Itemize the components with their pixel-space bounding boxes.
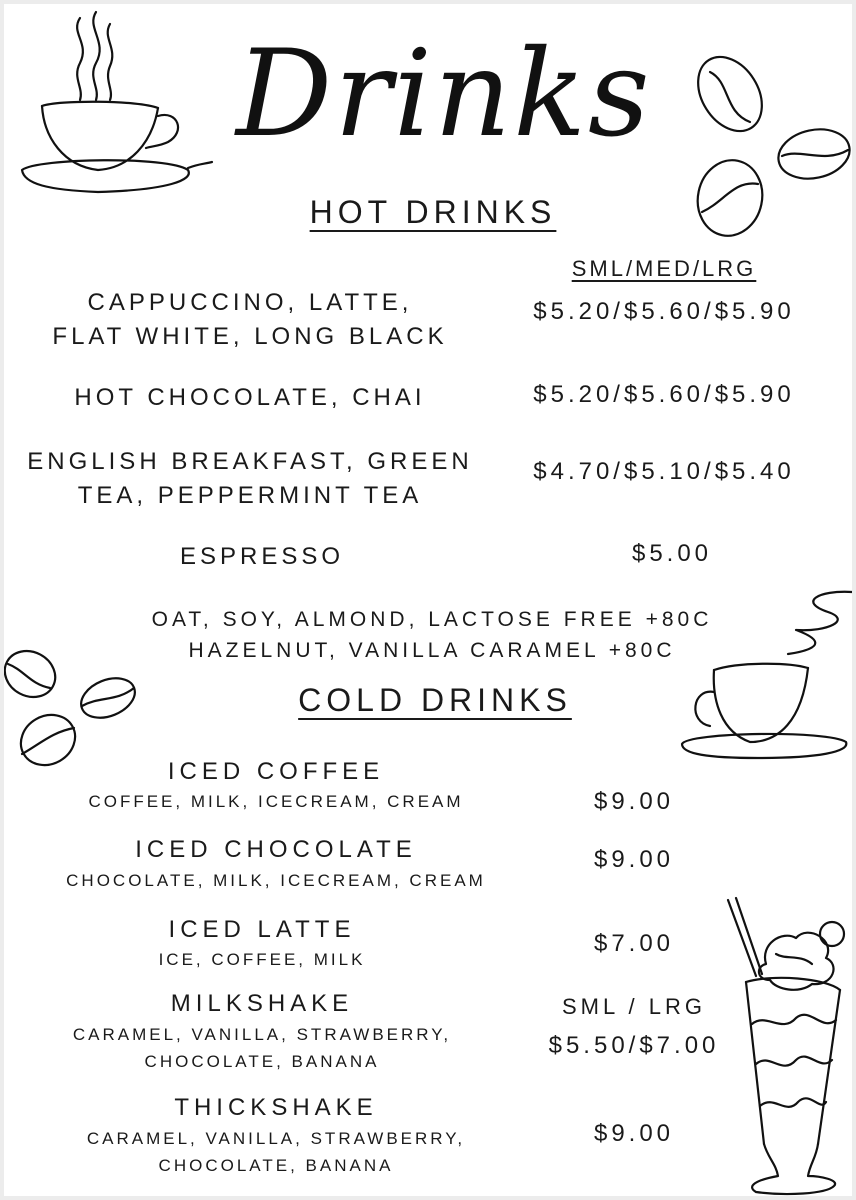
hot-drinks-heading: HOT DRINKS [309, 194, 557, 230]
steaming-coffee-cup-icon [18, 8, 248, 198]
item-name-line: TEA, PEPPERMINT TEA [77, 482, 423, 509]
item-description: CARAMEL, VANILLA, STRAWBERRY, [72, 1025, 452, 1044]
coffee-bean-icon [690, 52, 850, 242]
item-description: ICE, COFFEE, MILK [158, 950, 366, 969]
milkshake-size-header: SML / LRG [562, 994, 706, 1019]
extras-line: OAT, SOY, ALMOND, LACTOSE FREE +80C [151, 608, 713, 631]
item-name-line: HOT CHOCOLATE, CHAI [74, 384, 426, 411]
item-description: COFFEE, MILK, ICECREAM, CREAM [88, 792, 464, 811]
item-name-line: ESPRESSO [179, 543, 345, 570]
item-price: $5.50/$7.00 [548, 1032, 720, 1059]
item-description: CARAMEL, VANILLA, STRAWBERRY, [86, 1129, 466, 1148]
item-price: $5.20/$5.60/$5.90 [533, 381, 795, 408]
item-description: CHOCOLATE, BANANA [144, 1052, 380, 1071]
item-name: MILKSHAKE [170, 990, 354, 1017]
item-price: $5.20/$5.60/$5.90 [533, 298, 795, 325]
item-name: ICED LATTE [168, 916, 356, 943]
item-price: $5.00 [631, 540, 713, 567]
item-name-line: CAPPUCCINO, LATTE, [87, 289, 413, 316]
item-description: CHOCOLATE, BANANA [158, 1156, 394, 1175]
item-name: ICED CHOCOLATE [135, 836, 417, 863]
hot-size-header: SML/MED/LRG [571, 256, 757, 281]
menu-page [4, 4, 852, 1196]
cold-drinks-heading: COLD DRINKS [298, 682, 572, 718]
item-name-line: ENGLISH BREAKFAST, GREEN [27, 448, 473, 475]
item-price: $9.00 [593, 846, 675, 873]
item-price: $9.00 [593, 1120, 675, 1147]
item-name-line: FLAT WHITE, LONG BLACK [52, 323, 448, 350]
item-name: ICED COFFEE [167, 758, 385, 785]
item-price: $7.00 [593, 930, 675, 957]
item-name: THICKSHAKE [174, 1094, 378, 1121]
extras-line: HAZELNUT, VANILLA CARAMEL +80C [188, 639, 676, 662]
item-description: CHOCOLATE, MILK, ICECREAM, CREAM [66, 871, 486, 890]
item-price: $9.00 [593, 788, 675, 815]
coffee-bean-icon [4, 644, 144, 774]
menu-title: Drinks [236, 25, 652, 164]
milkshake-glass-icon [716, 894, 852, 1196]
item-price: $4.70/$5.10/$5.40 [533, 458, 795, 485]
